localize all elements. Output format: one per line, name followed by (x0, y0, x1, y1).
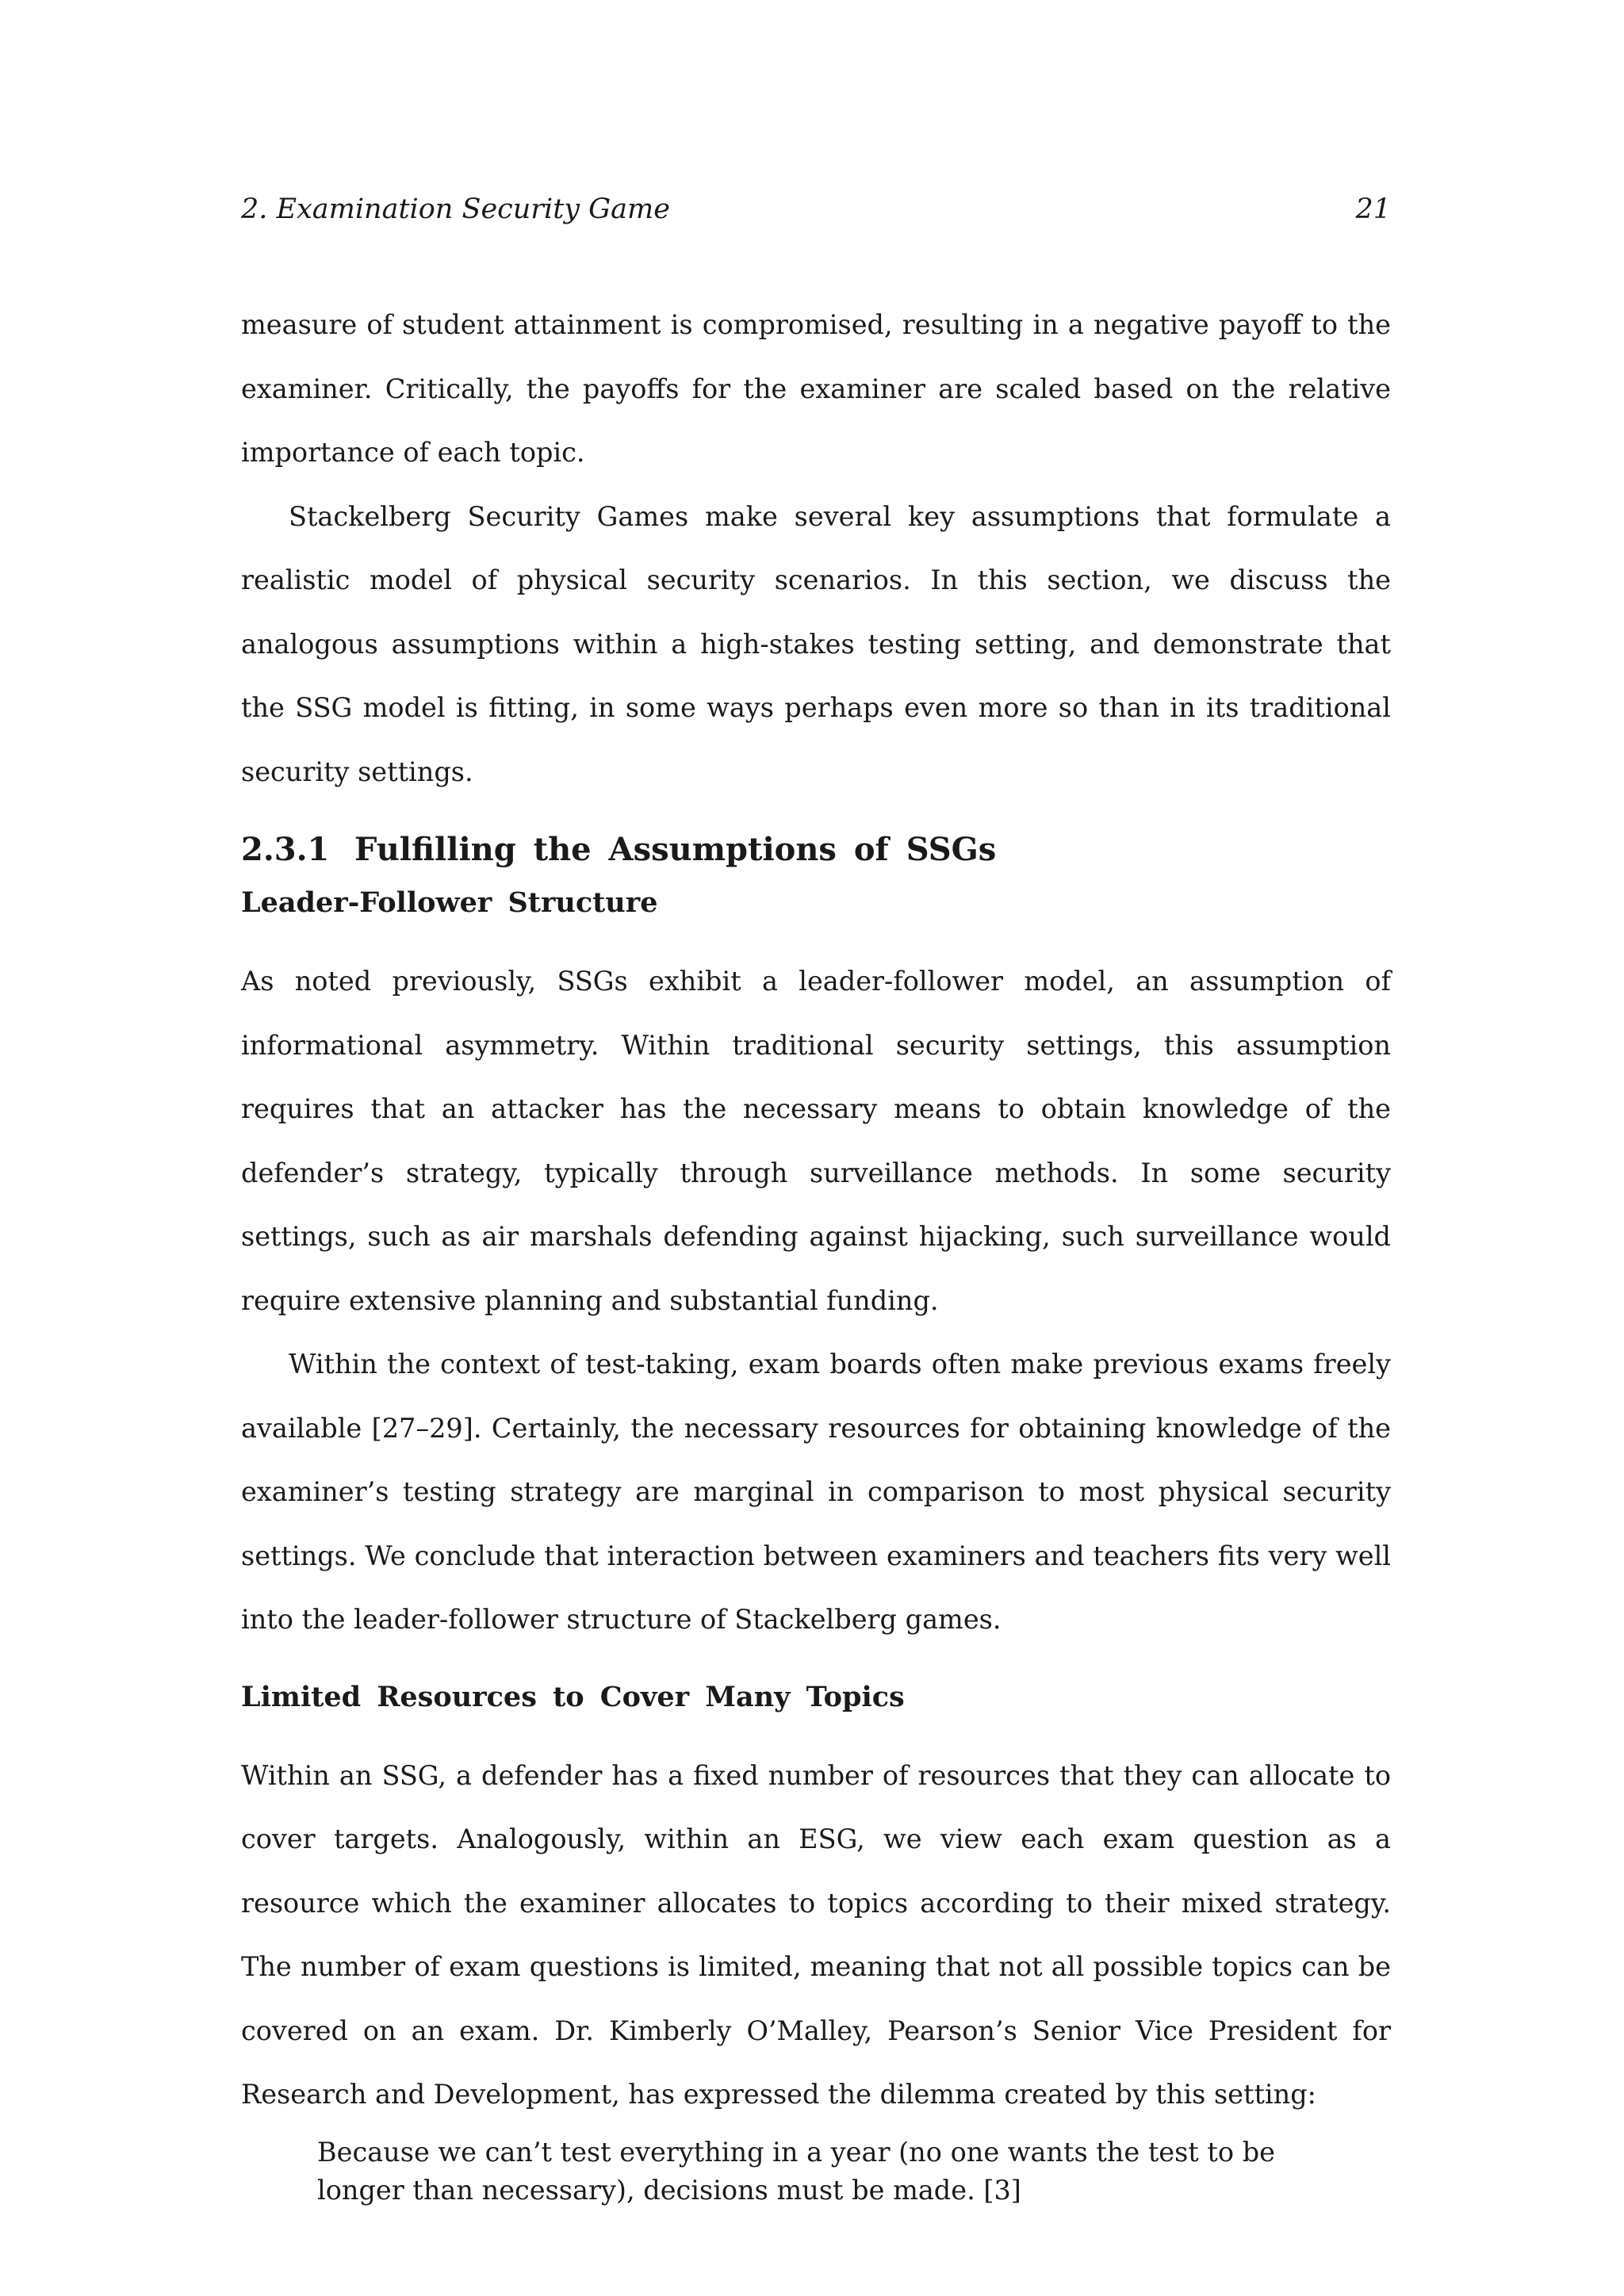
paragraph-ssg-assumptions: Stackelberg Security Games make several key assumptions that formulate a realistic model of physical security scenarios. In this section, we discuss the analogous assumptions within a high-stakes testing setting, and demonstrate that the SSG model is fitting, in some ways perhaps even more so than in its traditional security settings. (241, 500, 1391, 787)
page-number: 21 (1355, 193, 1391, 225)
body-text (241, 293, 1391, 2210)
section-title: Fulfilling the Assumptions of SSGs (354, 831, 997, 868)
paragraph-test-taking: Within the context of test-taking, exam boards often make previous exams freely available [27–29]. Certainly, the necessary resources for obtaining knowledge of the examiner’s testing strategy are marginal in comparison to most physical security settings. We conclude that interaction between examiners and teachers fits very well into the leader-follower structure of Stackelberg games. (241, 1349, 1391, 1635)
chapter-title: 2. Examination Security Game (241, 193, 670, 225)
section-heading (241, 826, 1391, 874)
paragraph-fixed-resources: Within an SSG, a defender has a fixed number of resources that they can allocate to cover targets. Analogously, within an ESG, we view each exam question as a resource which the examiner allocates to topics according to their mixed strategy. The number of exam questions is limited, meaning that not all possible topics can be covered on an exam. Dr. Kimberly O’Malley, Pearson’s Senior Vice President for Research and Development, has expressed the dilemma created by this setting: (241, 1759, 1391, 2110)
block-quote: Because we can’t test everything in a year (no one wants the test to be longer than necessary), decisions must be made. [3] (317, 2136, 1275, 2206)
subsection-heading-limited-resources: Limited Resources to Cover Many Topics (241, 1680, 905, 1713)
running-header (241, 193, 1391, 235)
subsection-heading-leader-follower: Leader-Follower Structure (241, 886, 658, 919)
paragraph-payoff: measure of student attainment is compromised, resulting in a negative payoff to the examiner. Critically, the payoffs for the examiner are scaled based on the relative importance of each topic. (241, 309, 1391, 468)
paragraph-informational-asymmetry: As noted previously, SSGs exhibit a leader-follower model, an assumption of informational asymmetry. Within traditional security settings, this assumption requires that an attacker has the necessary means to obtain knowledge of the defender’s strategy, typically through surveillance methods. In some security settings, such as air marshals defending against hijacking, such surveillance would require extensive planning and substantial funding. (241, 966, 1391, 1316)
section-number: 2.3.1 (241, 831, 330, 868)
